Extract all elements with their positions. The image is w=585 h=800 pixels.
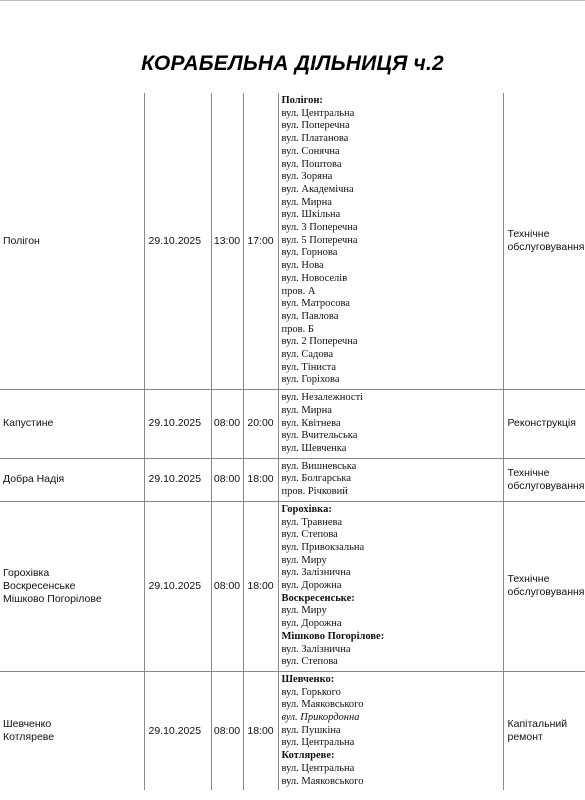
end-time-cell: [243, 458, 278, 501]
table-row: [0, 390, 585, 459]
street-item: пров. А: [281, 285, 316, 297]
street-item: вул. Привокзальна: [281, 541, 365, 553]
start-time: 13:00: [213, 234, 241, 247]
street-item: вул. Степова: [281, 656, 338, 668]
settlement-names: [0, 417, 144, 430]
settlement-cell: [0, 501, 144, 671]
end-time-cell: [243, 501, 278, 671]
street-item: вул. 5 Поперечна: [281, 234, 358, 246]
settlement-name: Шевченко: [3, 718, 52, 731]
work-type-cell: [503, 458, 585, 501]
settlement-name: Горохівка: [3, 566, 50, 579]
outage-date: 29.10.2025: [148, 724, 202, 737]
start-time-cell: [211, 93, 243, 390]
outage-date: 29.10.2025: [148, 234, 202, 247]
street-item: пров. Б: [281, 323, 314, 335]
street-item: вул. Миру: [281, 605, 327, 617]
settlement-cell: [0, 671, 144, 790]
end-time-cell: [243, 93, 278, 390]
street-item: вул. Центральна: [281, 107, 355, 119]
street-item: пров. Річковий: [281, 486, 348, 498]
street-item: вул. Поштова: [281, 158, 342, 170]
street-item: вул. Залізнична: [281, 643, 351, 655]
street-item: вул. Центральна: [281, 737, 355, 749]
streets-cell: [278, 501, 503, 671]
settlement-cell: [0, 93, 144, 390]
start-time: 08:00: [213, 724, 241, 737]
street-item: вул. Павлова: [281, 310, 339, 322]
locality-heading: Котляреве:: [281, 750, 335, 762]
date-cell: [144, 458, 211, 501]
street-item: вул. Нова: [281, 260, 324, 272]
work-type-line: Капітальний: [507, 718, 568, 731]
work-type-line: обслуговування: [507, 479, 585, 492]
street-item: вул. Мирна: [281, 404, 332, 416]
start-time-cell: [211, 671, 243, 790]
end-time: 20:00: [247, 417, 274, 430]
street-item: вул. Тіниста: [281, 361, 336, 373]
locality-heading: Полігон:: [281, 95, 323, 106]
street-item: вул. 3 Поперечна: [281, 222, 358, 234]
street-item: вул. Маяковського: [281, 699, 364, 711]
settlement-names: [0, 235, 144, 248]
street-item: вул. Маяковського: [281, 775, 364, 787]
top-rule: [0, 0, 585, 1]
work-type-line: обслуговування: [507, 241, 585, 254]
street-item: вул. Дорожна: [281, 580, 342, 592]
settlement-name: Полігон: [3, 234, 40, 247]
street-item: вул. Поперечна: [281, 120, 350, 132]
work-type-line: обслуговування: [507, 586, 585, 599]
start-time: 08:00: [213, 473, 241, 486]
table-row: [0, 671, 585, 790]
start-time-cell: [211, 458, 243, 501]
settlement-names: [0, 473, 144, 486]
settlement-cell: [0, 458, 144, 501]
street-list: [279, 93, 503, 389]
street-item: вул. Незалежності: [281, 392, 364, 404]
street-item: вул. Вчительська: [281, 430, 358, 442]
street-list: [279, 672, 503, 790]
settlement-cell: [0, 390, 144, 459]
street-item: вул. Травнева: [281, 516, 343, 528]
street-item: вул. Горіхова: [281, 374, 340, 386]
streets-cell: [278, 93, 503, 390]
locality-heading: Воскресенське:: [281, 592, 355, 604]
street-item: вул. Дорожна: [281, 618, 342, 630]
date-cell: [144, 93, 211, 390]
street-list: [279, 459, 503, 501]
street-item: вул. Пушкіна: [281, 724, 341, 736]
street-item: вул. Миру: [281, 554, 327, 566]
street-item: вул. Горького: [281, 686, 341, 698]
street-item: вул. Горнова: [281, 247, 338, 259]
settlement-name: Мішково Погорілове: [3, 592, 102, 605]
locality-heading: Горохівка:: [281, 503, 332, 515]
end-time-cell: [243, 671, 278, 790]
date-cell: [144, 501, 211, 671]
street-item: вул. 2 Поперечна: [281, 336, 358, 348]
work-type: [504, 417, 585, 430]
street-item: вул. Новоселів: [281, 272, 348, 284]
date-cell: [144, 390, 211, 459]
settlement-name: Капустине: [3, 417, 54, 430]
street-item: вул. Прикордонна: [281, 712, 360, 724]
street-item: вул. Вишневська: [281, 460, 357, 472]
work-type: [504, 228, 585, 254]
street-item: вул. Матросова: [281, 298, 350, 310]
street-list: [279, 390, 503, 458]
settlement-name: Добра Надія: [3, 473, 65, 486]
street-item: вул. Шевченка: [281, 442, 347, 454]
outage-date: 29.10.2025: [148, 579, 202, 592]
table-row: [0, 501, 585, 671]
end-time-cell: [243, 390, 278, 459]
start-time-cell: [211, 390, 243, 459]
end-time: 17:00: [247, 234, 274, 247]
work-type-line: Технічне: [507, 573, 550, 586]
outage-date: 29.10.2025: [148, 473, 202, 486]
settlement-name: Воскресенське: [3, 579, 76, 592]
work-type: [504, 718, 585, 744]
work-type-cell: [503, 93, 585, 390]
streets-cell: [278, 671, 503, 790]
page-title: КОРАБЕЛЬНА ДІЛЬНИЦЯ ч.2: [141, 52, 444, 75]
street-item: вул. Квітнева: [281, 417, 341, 429]
start-time: 08:00: [213, 417, 241, 430]
street-item: вул. Болгарська: [281, 473, 352, 485]
locality-heading: Мішково Погорілове:: [281, 630, 385, 642]
street-item: вул. Зоряна: [281, 171, 333, 183]
street-item: вул. Мирна: [281, 196, 332, 208]
street-item: вул. Академічна: [281, 183, 354, 195]
start-time-cell: [211, 501, 243, 671]
table-row: [0, 93, 585, 390]
street-item: вул. Садова: [281, 349, 334, 361]
end-time: 18:00: [247, 724, 274, 737]
outage-date: 29.10.2025: [148, 417, 202, 430]
work-type-line: Технічне: [507, 228, 550, 241]
work-type-cell: [503, 501, 585, 671]
work-type: [504, 573, 585, 599]
work-type: [504, 467, 585, 493]
streets-cell: [278, 458, 503, 501]
street-list: [279, 502, 503, 671]
end-time: 18:00: [247, 473, 274, 486]
street-item: вул. Сонячна: [281, 145, 340, 157]
locality-heading: Шевченко:: [281, 673, 335, 685]
street-item: вул. Центральна: [281, 762, 355, 774]
start-time: 08:00: [213, 579, 241, 592]
work-type-line: Реконструкція: [507, 417, 576, 430]
settlement-name: Котляреве: [3, 731, 55, 744]
street-item: вул. Степова: [281, 529, 338, 541]
outage-schedule-table: [0, 93, 585, 790]
date-cell: [144, 671, 211, 790]
street-item: вул. Залізнична: [281, 567, 351, 579]
streets-cell: [278, 390, 503, 459]
end-time: 18:00: [247, 579, 274, 592]
street-item: вул. Платанова: [281, 133, 349, 145]
table-row: [0, 458, 585, 501]
work-type-line: Технічне: [507, 466, 550, 479]
settlement-names: [0, 718, 144, 744]
table-body: [0, 93, 585, 790]
work-type-cell: [503, 671, 585, 790]
street-item: вул. Шкільна: [281, 209, 341, 221]
settlement-names: [0, 567, 144, 606]
work-type-cell: [503, 390, 585, 459]
work-type-line: ремонт: [507, 731, 543, 744]
